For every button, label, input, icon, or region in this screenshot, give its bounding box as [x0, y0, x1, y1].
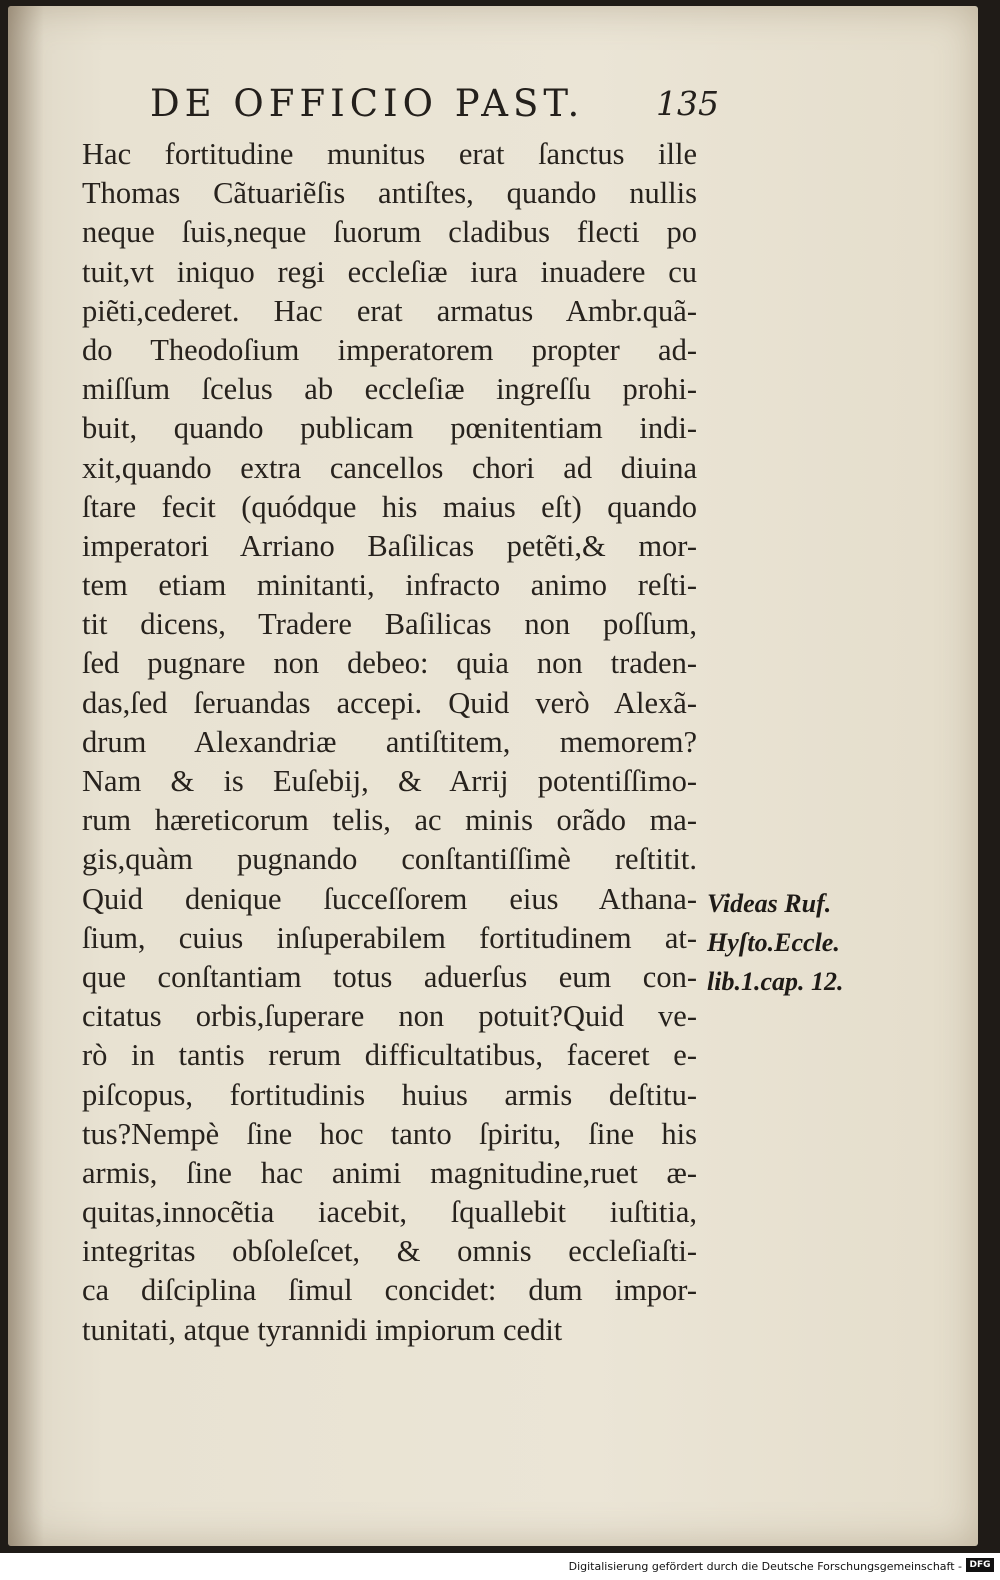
text-line: tuit,vt iniquo regi eccleſiæ iura inuadere cu [82, 254, 697, 289]
text-line: ſtare fecit (quódque his maius eſt) quando [82, 489, 697, 524]
funding-credit: Digitalisierung gefördert durch die Deutsche Forschungsgemeinschaft - [568, 1560, 962, 1573]
margin-note [707, 884, 887, 1002]
page-number: 135 [656, 84, 719, 123]
text-line: do Theodoſium imperatorem propter ad- [82, 332, 697, 367]
text-line: piſcopus, fortitudinis huius armis deſtitu- [82, 1077, 697, 1112]
text-line: tunitati, atque tyrannidi impiorum cedit [82, 1312, 563, 1347]
text-line: miſſum ſcelus ab eccleſiæ ingreſſu prohi- [82, 372, 697, 407]
dfg-logo: DFG [966, 1558, 994, 1572]
margin-note-line: lib.1.cap. 12. [707, 967, 844, 997]
text-line: Quid denique ſucceſſorem eius Athana- [82, 881, 697, 916]
margin-note-line: Videas Ruf. [707, 889, 832, 918]
text-line: xit,quando extra cancellos chori ad diuina [82, 450, 697, 485]
text-line: gis,quàm pugnando conſtantiſſimè reſtitit. [82, 842, 697, 877]
text-line: das,ſed ſeruandas accepi. Quid verò Alexã- [82, 685, 697, 720]
text-line: citatus orbis,ſuperare non potuit?Quid ve- [82, 999, 697, 1034]
margin-note-line: Hyſto.Eccle. [707, 928, 840, 958]
text-line: Thomas Cãtuariẽſis antiſtes, quando nullis [82, 176, 697, 211]
text-line: piẽti,cederet. Hac erat armatus Ambr.quã- [82, 293, 697, 328]
text-line: integritas obſoleſcet, & omnis eccleſiaſti- [82, 1234, 697, 1269]
text-line: tus?Nempè ſine hoc tanto ſpiritu, ſine his [82, 1116, 697, 1151]
text-line: tit dicens, Tradere Baſilicas non poſſum, [82, 607, 697, 642]
text-line: tem etiam minitanti, infracto animo reſti- [82, 568, 697, 603]
text-line: rò in tantis rerum difficultatibus, faceret e- [82, 1038, 697, 1073]
text-line: que conſtantiam totus aduerſus eum con- [82, 959, 697, 994]
show-through-marginalia [795, 185, 875, 221]
text-line: imperatori Arriano Baſilicas petẽti,& mor- [82, 528, 697, 563]
text-line: quitas,innocẽtia iacebit, ſquallebit iuſtitia, [82, 1195, 697, 1230]
text-line: armis, ſine hac animi magnitudine,ruet æ- [82, 1155, 697, 1190]
running-title: DE OFFICIO PAST. [150, 82, 585, 125]
text-line: neque ſuis,neque ſuorum cladibus flecti po [82, 215, 697, 250]
page-gutter [8, 6, 44, 1546]
text-line: Nam & is Euſebij, & Arrij potentiſſimo- [82, 764, 697, 798]
page-header [150, 82, 719, 126]
text-line: drum Alexandriæ antiſtitem, memorem? [82, 724, 697, 759]
footer-bar [0, 1553, 1000, 1580]
text-line: rum hæreticorum telis, ac minis orãdo ma- [82, 803, 697, 838]
text-line: ca diſciplina ſimul concidet: dum impor- [82, 1273, 697, 1308]
body-text [82, 135, 697, 1350]
text-line: ſium, cuius inſuperabilem fortitudinem at- [82, 920, 697, 955]
text-line: Hac fortitudine munitus erat ſanctus ille [82, 137, 697, 171]
text-line: ſed pugnare non debeo: quia non traden- [82, 646, 697, 681]
text-line: buit, quando publicam pœnitentiam indi- [82, 411, 697, 446]
